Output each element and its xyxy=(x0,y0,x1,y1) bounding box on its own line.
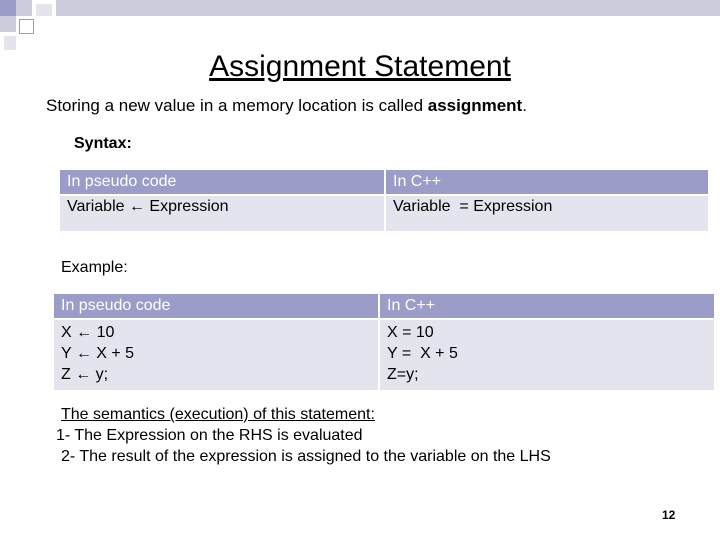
slide-title: Assignment Statement xyxy=(209,50,511,83)
pseudo-line: Z ← y; xyxy=(61,366,109,383)
corner-square xyxy=(16,0,32,16)
corner-square xyxy=(19,19,34,34)
example-pseudo-cell xyxy=(54,320,378,390)
corner-square xyxy=(4,36,16,50)
cpp-line: X = 10 xyxy=(387,324,434,341)
semantics-block xyxy=(56,404,551,467)
intro-suffix: . xyxy=(522,96,527,115)
table-row xyxy=(60,196,708,231)
header-pseudo-code: In pseudo code xyxy=(54,294,378,318)
syntax-cpp-cell: Variable = Expression xyxy=(386,196,708,231)
table-row xyxy=(54,320,714,390)
intro-text xyxy=(46,96,527,116)
example-cpp-cell xyxy=(380,320,714,390)
corner-square xyxy=(0,16,16,32)
intro-keyword: assignment xyxy=(427,96,523,115)
syntax-table xyxy=(58,168,710,233)
example-label: Example: xyxy=(61,259,128,276)
semantics-step-2: 2- The result of the expression is assigned to the variable on the LHS xyxy=(61,448,551,465)
page-number: 12 xyxy=(662,508,676,522)
semantics-heading: The semantics (execution) of this statement: xyxy=(61,406,375,423)
cpp-line: Z=y; xyxy=(387,366,419,383)
example-table xyxy=(52,292,716,392)
cpp-line: Y = X + 5 xyxy=(387,345,458,362)
semantics-step-1: 1- The Expression on the RHS is evaluated xyxy=(56,427,363,444)
table-header-row xyxy=(54,294,714,318)
syntax-label: Syntax: xyxy=(74,135,132,152)
header-cpp: In C++ xyxy=(386,170,708,194)
table-header-row xyxy=(60,170,708,194)
header-cpp: In C++ xyxy=(380,294,714,318)
header-pseudo-code: In pseudo code xyxy=(60,170,384,194)
pseudo-line: Y ← X + 5 xyxy=(61,345,135,362)
pseudo-line: X ← 10 xyxy=(61,324,115,341)
syntax-pseudo-cell: Variable ← Expression xyxy=(60,196,384,231)
top-banner xyxy=(56,0,720,16)
intro-prefix: Storing a new value in a memory location is called xyxy=(46,96,428,115)
corner-square xyxy=(36,4,52,16)
corner-square xyxy=(0,0,16,16)
